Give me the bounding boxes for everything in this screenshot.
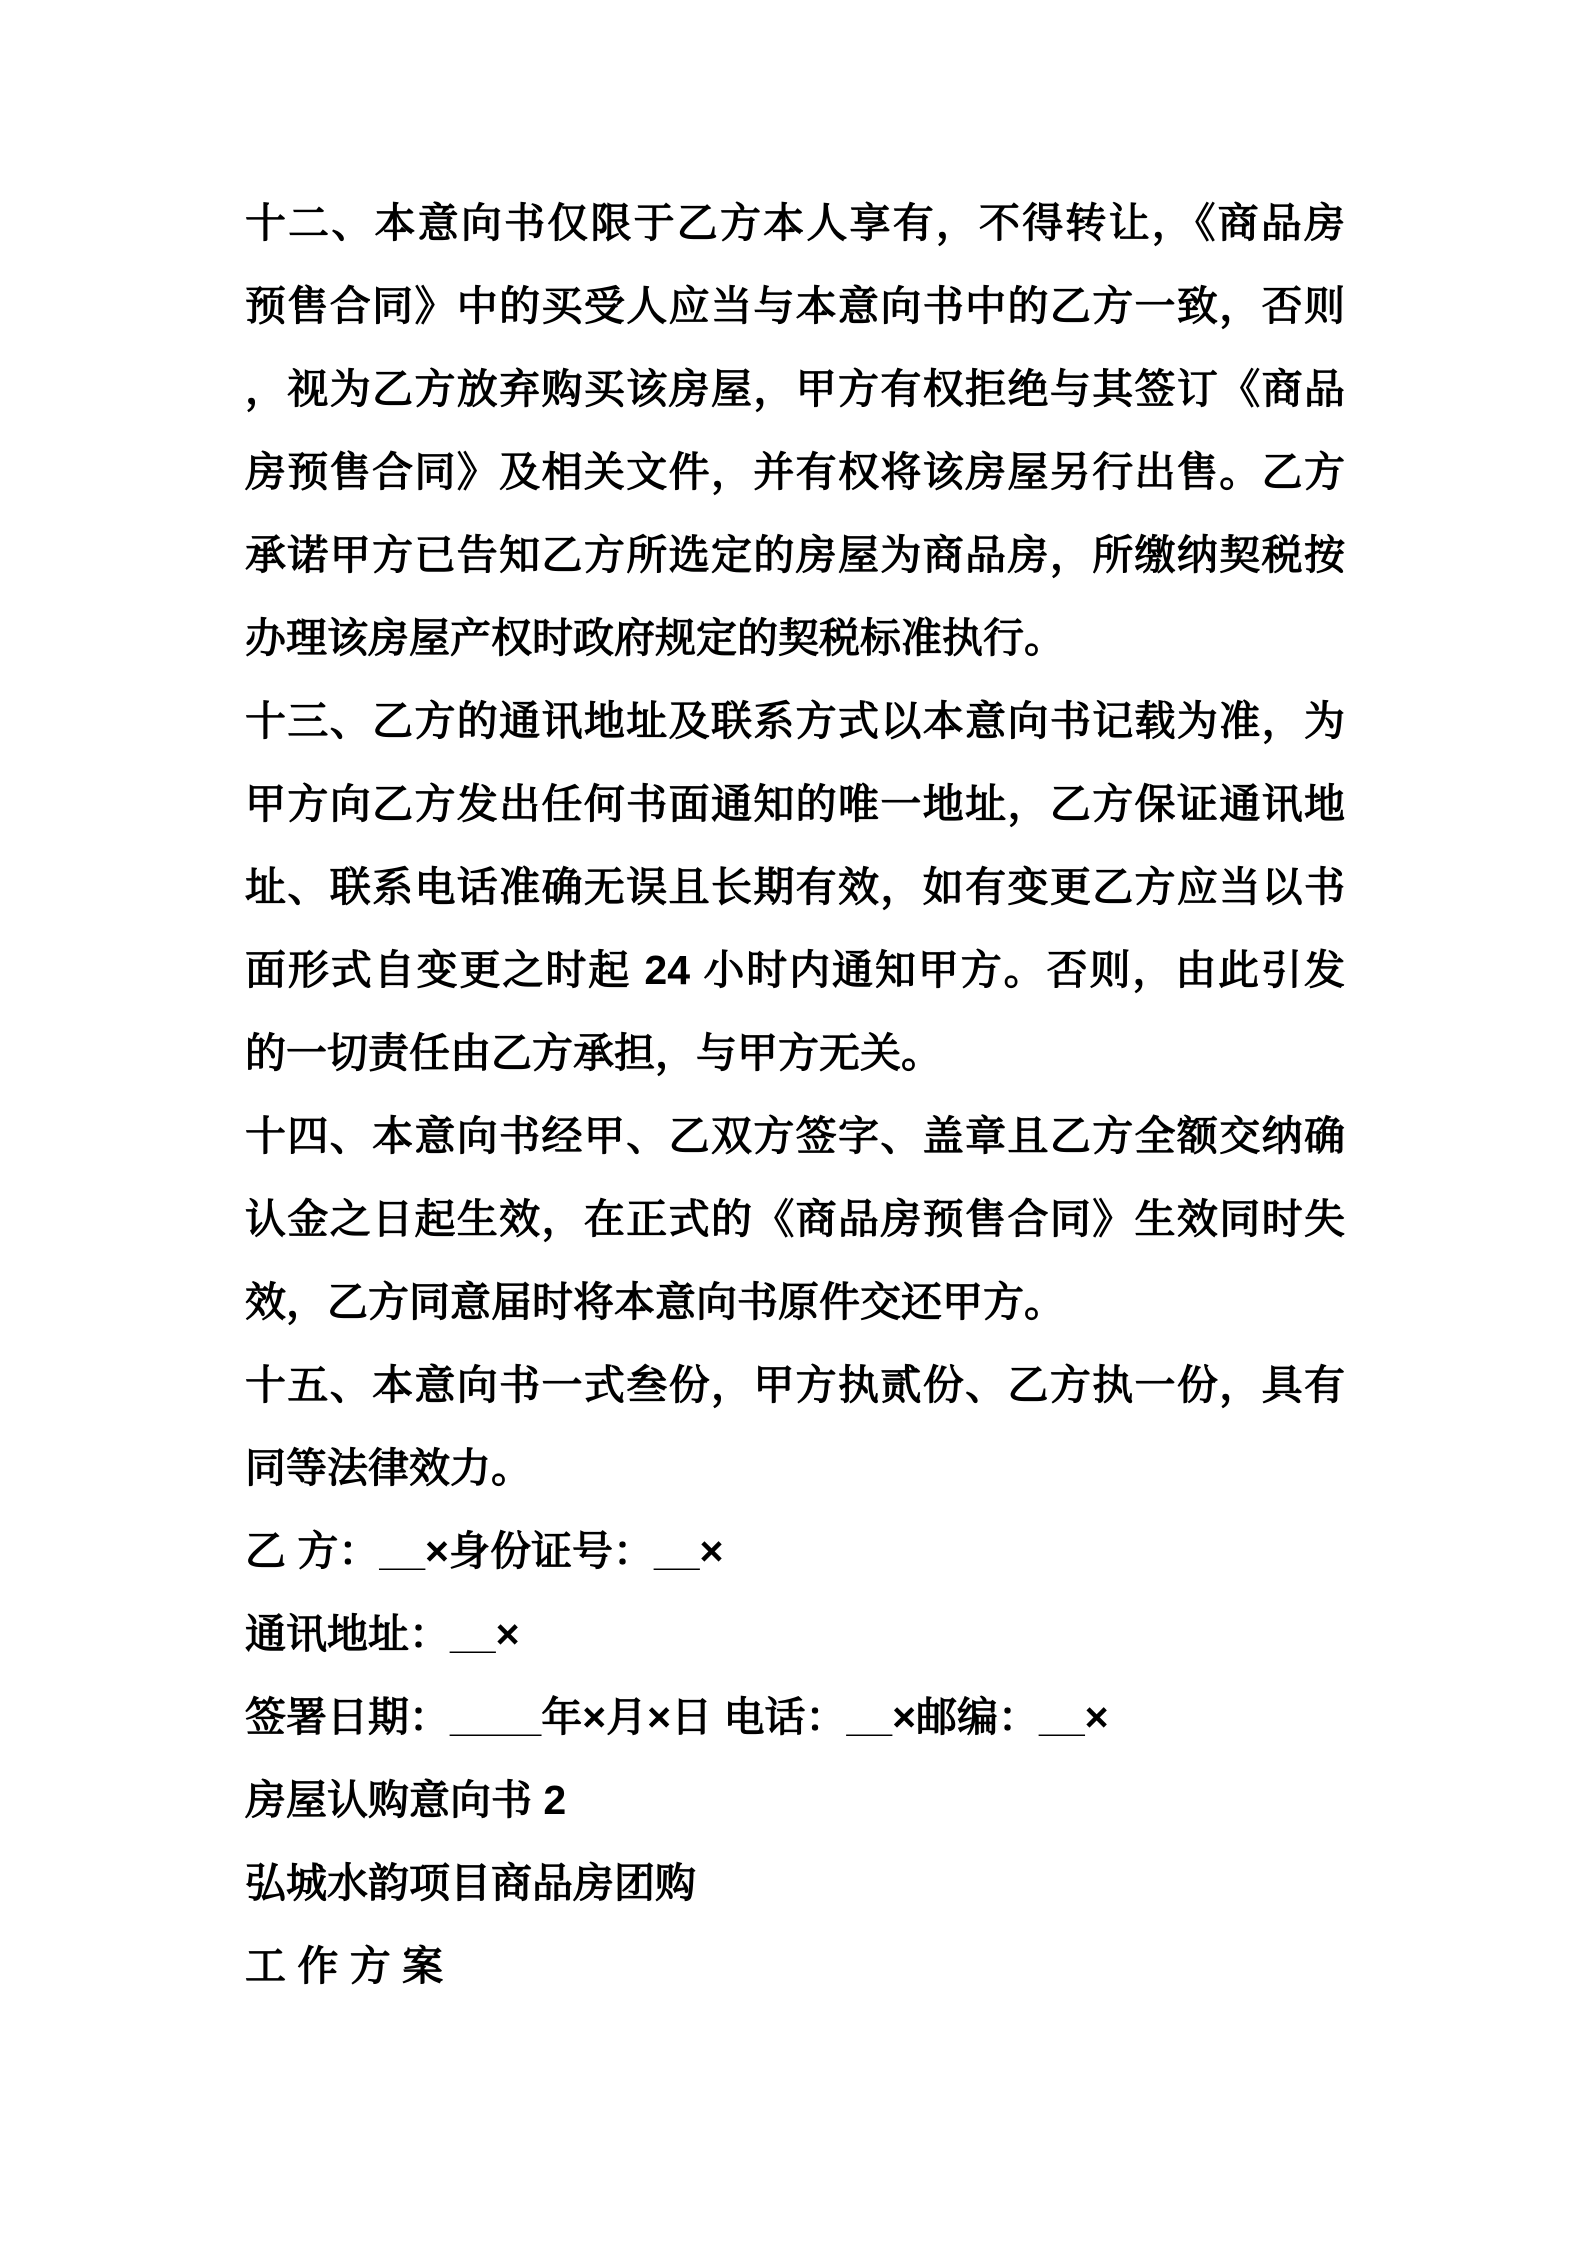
text-line: 十五、本意向书一式叁份，甲方执贰份、乙方执一份，具有 xyxy=(245,1362,1345,1408)
text-line: 十四、本意向书经甲、乙双方签字、盖章且乙方全额交纳确 xyxy=(245,1113,1345,1159)
paragraph-clause-15 xyxy=(245,1344,1345,1510)
text-line: 甲方向乙方发出任何书面通知的唯一地址，乙方保证通讯地 xyxy=(245,781,1345,827)
text-line: 效，乙方同意届时将本意向书原件交还甲方。 xyxy=(245,1279,1065,1325)
text-line: 的一切责任由乙方承担，与甲方无关。 xyxy=(245,1030,942,1076)
text-line: 办理该房屋产权时政府规定的契税标准执行。 xyxy=(245,615,1065,661)
text-line: 十二、本意向书仅限于乙方本人享有，不得转让，《商品房 xyxy=(245,200,1345,246)
paragraph-mailing-address-line xyxy=(245,1593,1345,1676)
paragraph-letter-2-heading xyxy=(245,1759,1345,1842)
text-line: 工 作 方 案 xyxy=(245,1943,444,1989)
paragraph-clause-13 xyxy=(245,680,1345,1095)
text-line: 十三、乙方的通讯地址及联系方式以本意向书记载为准，为 xyxy=(245,698,1345,744)
paragraph-work-plan-heading xyxy=(245,1925,1345,2008)
paragraph-signing-date-line xyxy=(245,1676,1345,1759)
text-line: 承诺甲方已告知乙方所选定的房屋为商品房，所缴纳契税按 xyxy=(245,532,1345,578)
paragraph-clause-14 xyxy=(245,1095,1345,1344)
document-body xyxy=(245,182,1345,2008)
text-line: 同等法律效力。 xyxy=(245,1445,532,1491)
text-line: 房屋认购意向书 2 xyxy=(245,1777,567,1823)
paragraph-party-b-signature-line xyxy=(245,1510,1345,1593)
text-line: 乙 方：__×身份证号：__× xyxy=(245,1528,724,1574)
paragraph-clause-12 xyxy=(245,182,1345,680)
paragraph-project-heading xyxy=(245,1842,1345,1925)
text-line: 址、联系电话准确无误且长期有效，如有变更乙方应当以书 xyxy=(245,864,1345,910)
text-line: 房预售合同》及相关文件，并有权将该房屋另行出售。乙方 xyxy=(245,449,1345,495)
text-line: 认金之日起生效，在正式的《商品房预售合同》生效同时失 xyxy=(245,1196,1345,1242)
text-line: 预售合同》中的买受人应当与本意向书中的乙方一致，否则 xyxy=(245,283,1345,329)
text-line: 面形式自变更之时起 24 小时内通知甲方。否则，由此引发 xyxy=(245,947,1345,993)
text-line: 弘城水韵项目商品房团购 xyxy=(245,1860,696,1906)
text-line: 通讯地址：__× xyxy=(245,1611,520,1657)
text-line: 签署日期：____年×月×日 电话：__×邮编：__× xyxy=(245,1694,1109,1740)
text-line: ，视为乙方放弃购买该房屋，甲方有权拒绝与其签订《商品 xyxy=(245,366,1345,412)
